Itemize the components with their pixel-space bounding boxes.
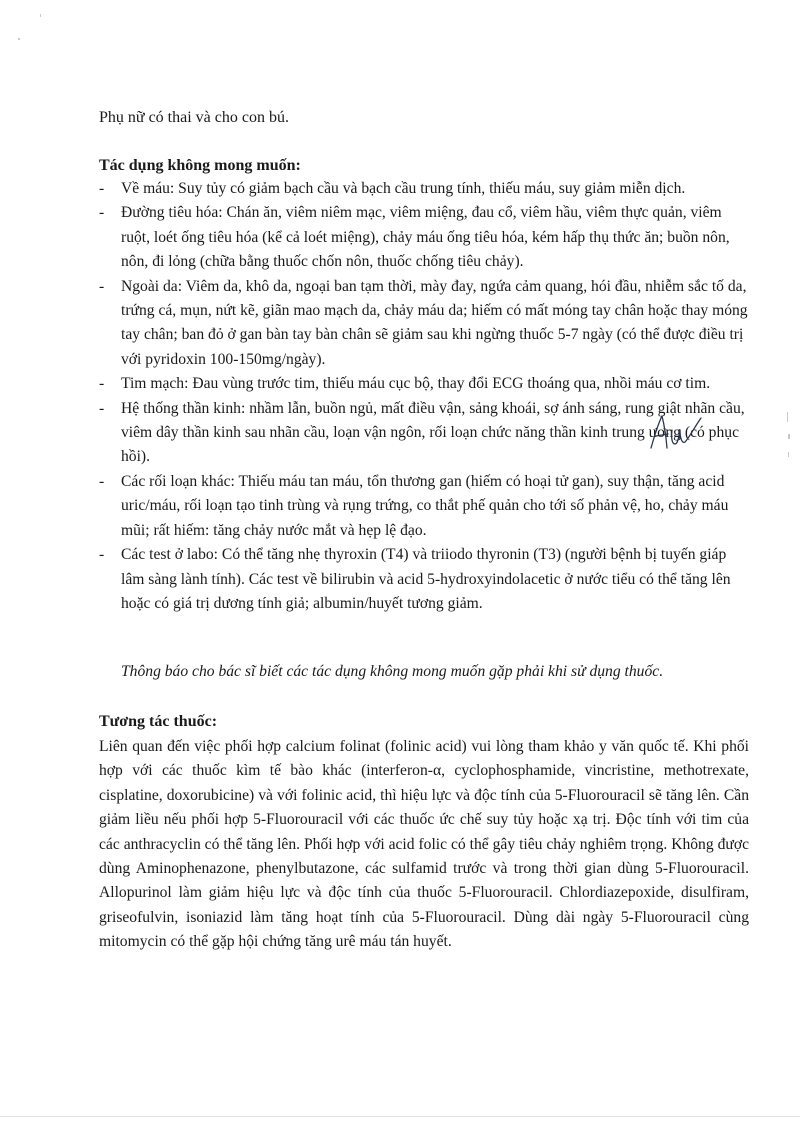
intro-line: Phụ nữ có thai và cho con bú. — [99, 109, 289, 126]
side-effects-list — [99, 177, 749, 616]
list-item: - Về máu: Suy tủy có giảm bạch cầu và bạch cầu trung tính, thiếu máu, suy giảm miễn dịch. — [99, 177, 749, 201]
scan-speck — [788, 452, 789, 457]
list-item: - Tim mạch: Đau vùng trước tim, thiếu máu cục bộ, thay đổi ECG thoáng qua, nhồi máu cơ tim. — [99, 372, 749, 396]
scan-speck — [787, 412, 788, 422]
interactions-paragraph: Liên quan đến việc phối hợp calcium folinat (folinic acid) vui lòng tham khảo y văn quốc tế. Khi phối hợp với các thuốc kìm tế bào khác (interferon-α, cyclophosphamide, vincristine, methotrexate, cisplatine, doxorubicine) và với folinic acid, thì hiệu lực và độc tính của 5-Fluorouracil sẽ tăng lên. Cần giảm liều nếu phối hợp 5-Fluorouracil với các thuốc ức chế suy tủy hoặc xạ trị. Độc tính với tim của các anthracyclin có thể tăng lên. Phối hợp với acid folic có thể gây tiêu chảy nghiêm trọng. Không được dùng Aminophenazone, phenylbutazone, các sulfamid trước và trong thời gian dùng 5-Fluorouracil. Allopurinol làm giảm hiệu lực và độc tính của thuốc 5-Fluorouracil. Chlordiazepoxide, disulfiram, griseofulvin, isoniazid làm tăng hoạt tính của 5-Fluorouracil. Dùng dài ngày 5-Fluorouracil cùng mitomycin có thể gặp hội chứng tăng urê máu tán huyết. — [99, 738, 749, 951]
interactions-heading: Tương tác thuốc: — [99, 713, 218, 730]
page-bottom-edge — [0, 1116, 800, 1117]
scan-speck — [788, 434, 790, 439]
list-item: - Ngoài da: Viêm da, khô da, ngoại ban tạm thời, mày đay, ngứa cảm quang, hói đầu, nhiễm sắc tố da, trứng cá, mụn, nứt kẽ, giãn mao mạch da, chảy máu da; hiếm có mất móng tay chân hoặc thay móng tay chân; ban đỏ ở gan bàn tay bàn chân sẽ giảm sau khi ngừng thuốc 5-7 ngày (có thể được điều trị với pyridoxin 100-150mg/ngày). — [99, 275, 749, 373]
side-effects-note: Thông báo cho bác sĩ biết các tác dụng không mong muốn gặp phải khi sử dụng thuốc. — [121, 663, 664, 680]
scan-speck — [40, 14, 41, 17]
handwritten-signature-icon — [645, 410, 705, 452]
list-item: - Các rối loạn khác: Thiếu máu tan máu, tổn thương gan (hiếm có hoại tử gan), suy thận, tăng acid uric/máu, rối loạn tạo tinh trùng và rụng trứng, co thắt phế quản cho tới số phản vệ, ho, chảy máu mũi; rất hiếm: tăng chảy nước mắt và hẹp lệ đạo. — [99, 470, 749, 543]
side-effects-heading: Tác dụng không mong muốn: — [99, 157, 301, 174]
list-item: - Các test ở labo: Có thể tăng nhẹ thyroxin (T4) và triiodo thyronin (T3) (người bệnh bị tuyến giáp lâm sàng lành tính). Các test về bilirubin và acid 5-hydroxyindolacetic ở nước tiểu có thể tăng lên hoặc có giá trị dương tính giả; albumin/huyết tương giảm. — [99, 543, 749, 616]
scan-speck — [18, 38, 20, 40]
list-item: - Đường tiêu hóa: Chán ăn, viêm niêm mạc, viêm miệng, đau cổ, viêm hầu, viêm thực quản, viêm ruột, loét ống tiêu hóa (kể cả loét miệng), chảy máu ống tiêu hóa, kém hấp thụ thức ăn; buồn nôn, nôn, đi lỏng (chữa bằng thuốc chốn nôn, thuốc chống tiêu chảy). — [99, 201, 749, 274]
list-item: - Hệ thống thần kinh: nhầm lẫn, buồn ngủ, mất điều vận, sảng khoái, sợ ánh sáng, rung giật nhãn cầu, viêm dây thần kinh sau nhãn cầu, loạn vận ngôn, rối loạn chức năng thần kinh trung ương (có phục hồi). — [99, 397, 749, 470]
